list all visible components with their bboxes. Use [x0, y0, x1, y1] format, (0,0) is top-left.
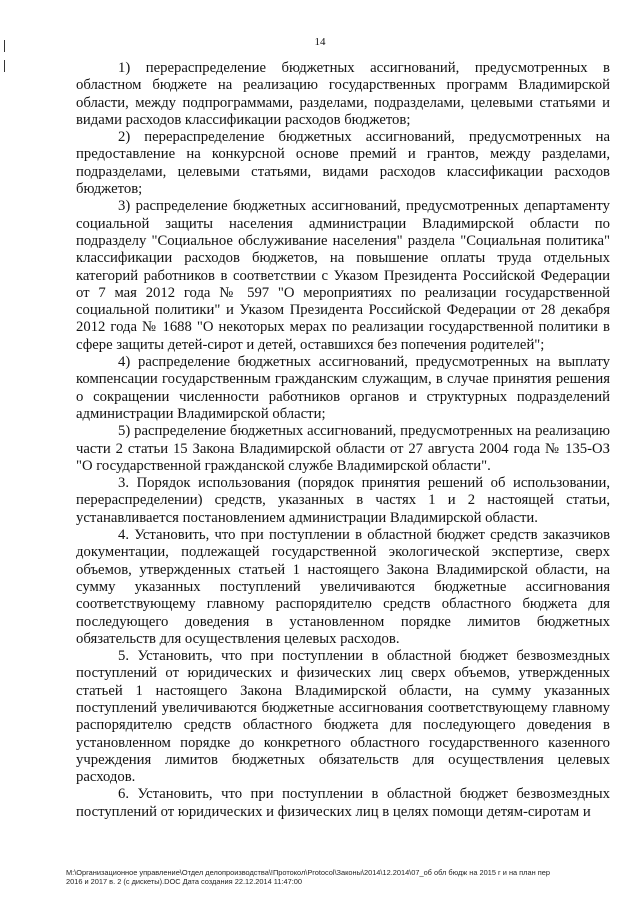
footer-line: 2016 и 2017 в. 2 (с дискеты).DOC Дата создания 22.12.2014 11:47:00	[66, 877, 302, 886]
body-text	[76, 60, 610, 821]
file-path-footer	[66, 868, 606, 886]
paragraph: 2) перераспределение бюджетных ассигнований, предусмотренных на предоставление на конкурсной основе премий и грантов, между разделами, подразделами, целевыми статьями, видами расходов классификации расходов бюджетов;	[76, 129, 610, 198]
paragraph: 1) перераспределение бюджетных ассигнований, предусмотренных в областном бюджете на реализацию государственных программ Владимирской области, между подпрограммами, разделами, подразделами, целевыми статьями и видами расходов классификации расходов бюджетов;	[76, 60, 610, 128]
margin-mark	[4, 60, 5, 72]
paragraph: 4. Установить, что при поступлении в областной бюджет средств заказчиков документации, подлежащей государственной экологической экспертизе, сверх объемов, утвержденных статьей 1 настоящего Закона Владимирской области, на сумму указанных поступлений увеличиваются бюджетные ассигнования соответствующему главному распорядителю средств областного бюджета для последующего доведения в установленном порядке лимитов бюджетных обязательств для осуществления целевых расходов.	[76, 527, 610, 647]
page-number: 14	[314, 36, 326, 48]
paragraph: 5. Установить, что при поступлении в областной бюджет безвозмездных поступлений от юридических и физических лиц сверх объемов, утвержденных статьей 1 настоящего Закона Владимирской области, на сумму указанных поступлений увеличиваются бюджетные ассигнования соответствующему главному распорядителю средств областного бюджета для последующего доведения в установленном порядке до конкретного областного государственного казенного учреждения лимитов бюджетных обязательств для осуществления целевых расходов.	[76, 648, 610, 786]
footer-line: M:\Организационное управление\Отдел делопроизводства\!Протокол\Protocol\Законы\2014\12.2014\07_об обл бюдж на 2015 г и на план пер	[66, 868, 550, 877]
paragraph: 3) распределение бюджетных ассигнований, предусмотренных департаменту социальной защиты населения администрации Владимирской области по подразделу "Социальное обслуживание населения" раздела "Социальная политика" классификации расходов бюджетов, на повышение оплаты труда отдельных категорий работников в соответствии с Указом Президента Российской Федерации от 7 мая 2012 года № 597 "О мероприятиях по реализации государственной социальной политики" и Указом Президента Российской Федерации от 28 декабря 2012 года № 1688 "О некоторых мерах по реализации государственной политики в сфере защиты детей-сирот и детей, оставшихся без попечения родителей";	[76, 198, 610, 353]
paragraph: 3. Порядок использования (порядок принятия решений об использовании, перераспределении) средств, указанных в частях 1 и 2 настоящей статьи, устанавливается постановлением администрации Владимирской области.	[76, 475, 610, 526]
paragraph: 4) распределение бюджетных ассигнований, предусмотренных на выплату компенсации государственным гражданским служащим, в случае принятия решения о сокращении численности работников органов и структурных подразделений администрации Владимирской области;	[76, 354, 610, 422]
paragraph: 5) распределение бюджетных ассигнований, предусмотренных на реализацию части 2 статьи 15 Закона Владимирской области от 27 августа 2004 года № 135-ОЗ "О государственной гражданской службе Владимирской области".	[76, 423, 610, 474]
paragraph: 6. Установить, что при поступлении в областной бюджет безвозмездных поступлений от юридических и физических лиц в целях помощи детям-сиротам и	[76, 786, 610, 820]
